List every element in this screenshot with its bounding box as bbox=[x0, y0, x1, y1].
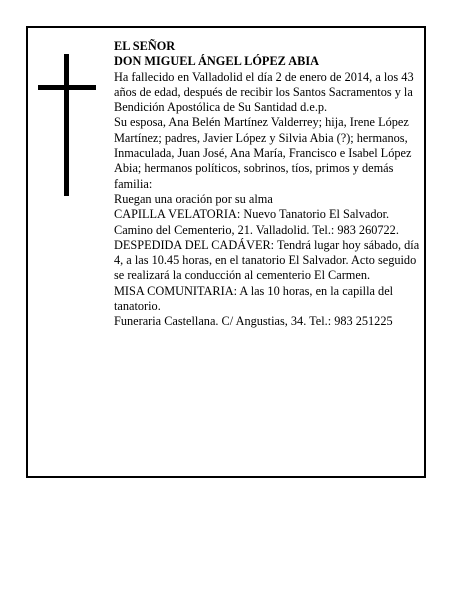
farewell-info: DESPEDIDA DEL CADÁVER: Tendrá lugar hoy sábado, día 4, a las 10.45 horas, en el tanatorio El Salvador. Acto seguido se realizará la conducción al cementerio El Carmen. bbox=[114, 237, 420, 283]
family-list: Su esposa, Ana Belén Martínez Valderrey; hija, Irene López Martínez; padres, Javier López y Silvia Abia (?); hermanos, Inmaculada, Juan José, Ana María, Francisco e Isabel López Abia; hermanos políticos, sobrinos, tíos, primos y demás familia: bbox=[114, 115, 412, 191]
wake-info: CAPILLA VELATORIA: Nuevo Tanatorio El Salvador. Camino del Cementerio, 21. Valladolid. Tel.: 983 260722. bbox=[114, 207, 399, 237]
prayer-request: Ruegan una oración por su alma bbox=[114, 191, 273, 206]
death-announcement: Ha fallecido en Valladolid el día 2 de enero de 2014, a los 43 años de edad, después de recibir los Santos Sacramentos y la Bendición Apostólica de Su Santidad d.e.p. bbox=[114, 69, 414, 115]
deceased-name: DON MIGUEL ÁNGEL LÓPEZ ABIA bbox=[114, 54, 319, 69]
cross-vertical-bar bbox=[64, 54, 69, 196]
obituary-text bbox=[114, 39, 420, 330]
mass-info: MISA COMUNITARIA: A las 10 horas, en la capilla del tanatorio. bbox=[114, 283, 394, 314]
cross-horizontal-bar bbox=[38, 85, 96, 90]
obituary-title: EL SEÑOR bbox=[114, 39, 176, 53]
funeral-home-info: Funeraria Castellana. C/ Angustias, 34. Tel.: 983 251225 bbox=[114, 314, 393, 329]
